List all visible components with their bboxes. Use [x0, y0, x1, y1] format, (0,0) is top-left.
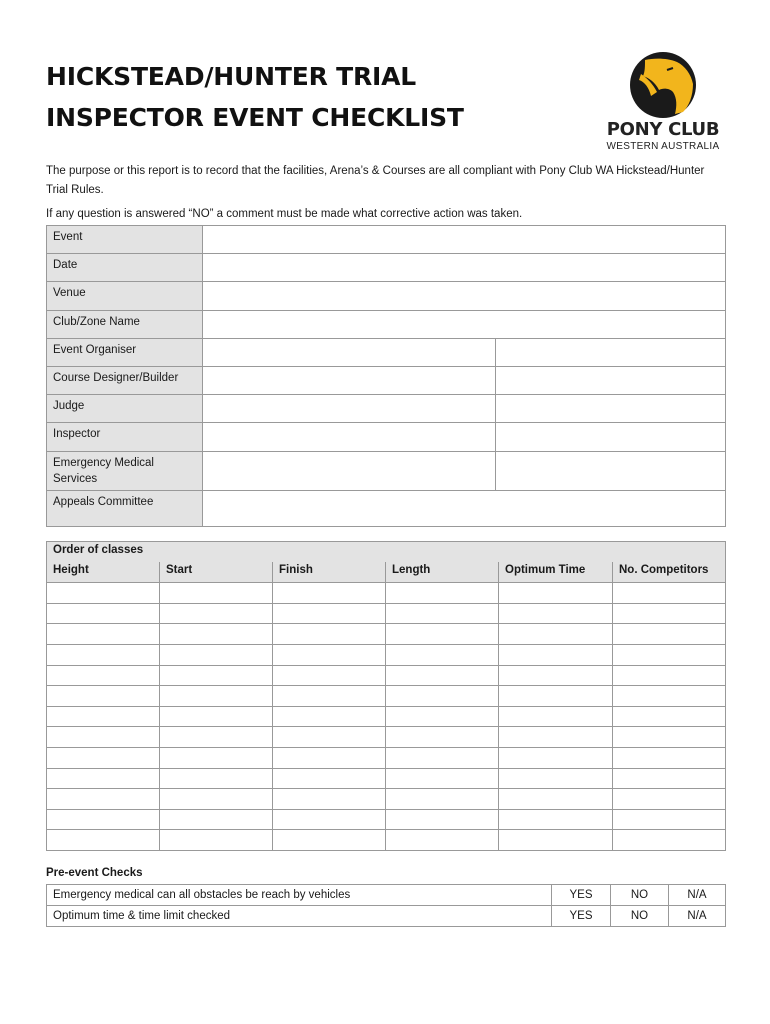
class-cell[interactable]	[386, 665, 499, 686]
horse-head-icon	[627, 52, 699, 118]
class-cell[interactable]	[273, 686, 386, 707]
table-row	[47, 727, 726, 748]
class-cell[interactable]	[386, 583, 499, 604]
row-label-date: Date	[47, 254, 203, 282]
class-cell[interactable]	[160, 747, 273, 768]
table-row	[47, 310, 726, 338]
header-no-competitors: No. Competitors	[613, 562, 726, 583]
class-cell[interactable]	[499, 706, 613, 727]
class-cell[interactable]	[160, 686, 273, 707]
class-cell[interactable]	[47, 809, 160, 830]
order-of-classes-table	[46, 541, 726, 851]
date-field[interactable]	[203, 254, 726, 282]
class-cell[interactable]	[499, 624, 613, 645]
emergency-medical-name-field[interactable]	[203, 451, 496, 490]
class-cell[interactable]	[160, 583, 273, 604]
check-question: Emergency medical can all obstacles be reach by vehicles	[47, 885, 552, 906]
table-row	[47, 451, 726, 490]
table-row	[47, 644, 726, 665]
class-cell[interactable]	[47, 727, 160, 748]
class-cell[interactable]	[613, 809, 726, 830]
header-length: Length	[386, 562, 499, 583]
class-cell[interactable]	[160, 706, 273, 727]
class-cell[interactable]	[47, 686, 160, 707]
no-option[interactable]: NO	[611, 906, 669, 927]
class-cell[interactable]	[499, 747, 613, 768]
class-cell[interactable]	[386, 768, 499, 789]
class-cell[interactable]	[499, 644, 613, 665]
inspector-contact-field[interactable]	[496, 423, 726, 451]
class-cell[interactable]	[273, 603, 386, 624]
row-label-judge: Judge	[47, 395, 203, 423]
class-cell[interactable]	[160, 644, 273, 665]
class-cell[interactable]	[386, 686, 499, 707]
table-row	[47, 395, 726, 423]
class-cell[interactable]	[613, 706, 726, 727]
class-cell[interactable]	[386, 809, 499, 830]
class-cell[interactable]	[160, 665, 273, 686]
corrective-action-note: If any question is answered “NO” a comment must be made what corrective action was taken.	[46, 208, 523, 220]
row-label-event-organiser: Event Organiser	[47, 338, 203, 366]
header-optimum-time: Optimum Time	[499, 562, 613, 583]
pre-event-checks-table	[46, 884, 726, 927]
pony-club-logo	[598, 52, 728, 156]
event-organiser-contact-field[interactable]	[496, 338, 726, 366]
table-row	[47, 686, 726, 707]
venue-field[interactable]	[203, 282, 726, 310]
na-option[interactable]: N/A	[669, 906, 726, 927]
row-label-appeals-committee: Appeals Committee	[47, 490, 203, 526]
class-cell[interactable]	[47, 624, 160, 645]
class-cell[interactable]	[613, 768, 726, 789]
class-cell[interactable]	[47, 830, 160, 851]
class-cell[interactable]	[273, 809, 386, 830]
class-cell[interactable]	[160, 624, 273, 645]
table-row	[47, 423, 726, 451]
table-row	[47, 665, 726, 686]
class-cell[interactable]	[160, 809, 273, 830]
class-cell[interactable]	[613, 727, 726, 748]
header-start: Start	[160, 562, 273, 583]
class-cell[interactable]	[47, 768, 160, 789]
table-row	[47, 583, 726, 604]
class-cell[interactable]	[47, 789, 160, 810]
class-cell[interactable]	[613, 603, 726, 624]
event-organiser-name-field[interactable]	[203, 338, 496, 366]
class-cell[interactable]	[47, 747, 160, 768]
class-cell[interactable]	[613, 624, 726, 645]
class-cell[interactable]	[613, 686, 726, 707]
intro-paragraph: The purpose or this report is to record that the facilities, Arena’s & Courses are all compliant with Pony Club WA Hickstead/Hunter Trial Rules.	[46, 165, 705, 196]
class-cell[interactable]	[47, 706, 160, 727]
table-row	[47, 490, 726, 526]
table-row	[47, 282, 726, 310]
table-row	[47, 747, 726, 768]
class-cell[interactable]	[273, 644, 386, 665]
class-cell[interactable]	[47, 583, 160, 604]
class-cell[interactable]	[160, 789, 273, 810]
yes-option[interactable]: YES	[552, 885, 611, 906]
table-row	[47, 809, 726, 830]
event-field[interactable]	[203, 226, 726, 254]
class-cell[interactable]	[613, 583, 726, 604]
title-line-2: INSPECTOR EVENT CHECKLIST	[46, 103, 464, 132]
class-cell[interactable]	[613, 789, 726, 810]
class-cell[interactable]	[499, 727, 613, 748]
class-cell[interactable]	[160, 830, 273, 851]
judge-name-field[interactable]	[203, 395, 496, 423]
class-cell[interactable]	[273, 706, 386, 727]
row-label-inspector: Inspector	[47, 423, 203, 451]
table-row	[47, 830, 726, 851]
table-header-row	[47, 562, 726, 583]
table-row	[47, 706, 726, 727]
class-cell[interactable]	[386, 603, 499, 624]
inspector-name-field[interactable]	[203, 423, 496, 451]
class-cell[interactable]	[273, 727, 386, 748]
yes-option[interactable]: YES	[552, 906, 611, 927]
class-cell[interactable]	[613, 830, 726, 851]
header-finish: Finish	[273, 562, 386, 583]
class-cell[interactable]	[499, 583, 613, 604]
table-title-row	[47, 542, 726, 563]
class-cell[interactable]	[499, 809, 613, 830]
class-cell[interactable]	[613, 747, 726, 768]
course-designer-contact-field[interactable]	[496, 366, 726, 394]
class-cell[interactable]	[160, 727, 273, 748]
class-cell[interactable]	[386, 706, 499, 727]
class-cell[interactable]	[47, 644, 160, 665]
class-cell[interactable]	[273, 665, 386, 686]
class-cell[interactable]	[386, 624, 499, 645]
class-cell[interactable]	[273, 768, 386, 789]
logo-name: PONY CLUB	[606, 119, 720, 140]
table-row	[47, 366, 726, 394]
class-cell[interactable]	[273, 830, 386, 851]
class-cell[interactable]	[499, 603, 613, 624]
class-rows	[47, 583, 726, 851]
class-cell[interactable]	[273, 747, 386, 768]
class-cell[interactable]	[499, 830, 613, 851]
course-designer-name-field[interactable]	[203, 366, 496, 394]
pre-event-checks-title: Pre-event Checks	[46, 867, 143, 879]
table-row	[47, 768, 726, 789]
class-cell[interactable]	[273, 789, 386, 810]
table-row	[47, 906, 726, 927]
table-row	[47, 789, 726, 810]
class-cell[interactable]	[386, 727, 499, 748]
table-row	[47, 885, 726, 906]
class-cell[interactable]	[386, 830, 499, 851]
class-cell[interactable]	[47, 665, 160, 686]
table-row	[47, 254, 726, 282]
title-line-1: HICKSTEAD/HUNTER TRIAL	[46, 62, 417, 91]
class-cell[interactable]	[499, 789, 613, 810]
judge-contact-field[interactable]	[496, 395, 726, 423]
table-row	[47, 226, 726, 254]
row-label-course-designer: Course Designer/Builder	[47, 366, 203, 394]
class-cell[interactable]	[47, 603, 160, 624]
class-cell[interactable]	[499, 686, 613, 707]
class-cell[interactable]	[499, 665, 613, 686]
class-cell[interactable]	[273, 624, 386, 645]
no-option[interactable]: NO	[611, 885, 669, 906]
table-row	[47, 338, 726, 366]
check-question: Optimum time & time limit checked	[47, 906, 552, 927]
class-cell[interactable]	[160, 768, 273, 789]
appeals-committee-field[interactable]	[203, 490, 726, 526]
class-cell[interactable]	[613, 644, 726, 665]
row-label-emergency-medical: Emergency Medical Services	[47, 451, 203, 490]
class-cell[interactable]	[386, 644, 499, 665]
class-cell[interactable]	[613, 665, 726, 686]
row-label-event: Event	[47, 226, 203, 254]
page-title	[46, 56, 464, 138]
club-zone-field[interactable]	[203, 310, 726, 338]
logo-subtitle: WESTERN AUSTRALIA	[606, 141, 720, 152]
na-option[interactable]: N/A	[669, 885, 726, 906]
emergency-medical-contact-field[interactable]	[496, 451, 726, 490]
table-row	[47, 624, 726, 645]
row-label-venue: Venue	[47, 282, 203, 310]
header-height: Height	[47, 562, 160, 583]
class-cell[interactable]	[273, 583, 386, 604]
order-of-classes-title: Order of classes	[47, 542, 726, 563]
class-cell[interactable]	[499, 768, 613, 789]
table-row	[47, 603, 726, 624]
class-cell[interactable]	[160, 603, 273, 624]
row-label-club-zone: Club/Zone Name	[47, 310, 203, 338]
event-info-table	[46, 225, 726, 527]
class-cell[interactable]	[386, 747, 499, 768]
class-cell[interactable]	[386, 789, 499, 810]
